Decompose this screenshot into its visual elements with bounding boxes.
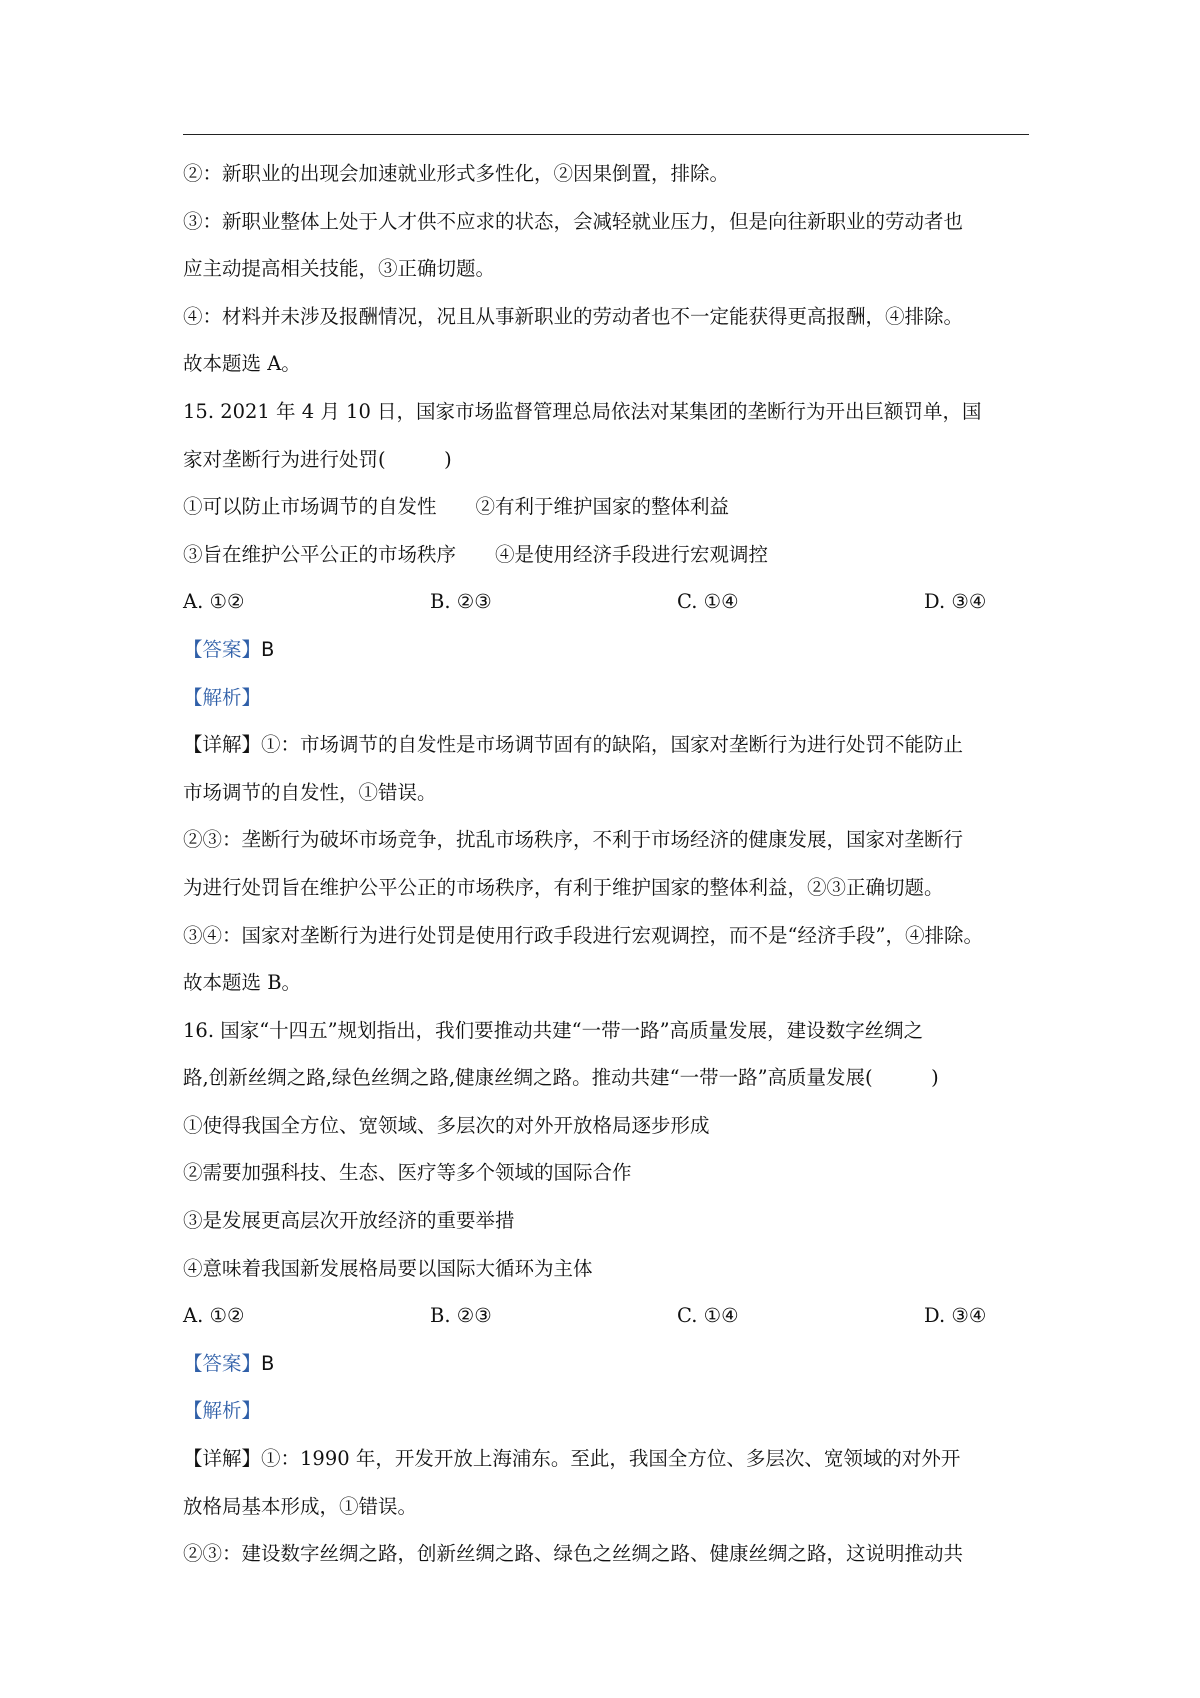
q16-detail-line-3: ②③：建设数字丝绸之路，创新丝绸之路、绿色之丝绸之路、健康丝绸之路，这说明推动共 bbox=[183, 1542, 964, 1566]
q16-detail-line-1 bbox=[183, 1435, 1029, 1483]
q16-option-d: D. ③④ bbox=[924, 1304, 987, 1328]
q16-answer-value: B bbox=[261, 1351, 275, 1375]
q16-stem-line-1: 16. 国家“十四五”规划指出，我们要推动共建“一带一路”高质量发展，建设数字丝绸之 bbox=[183, 1018, 924, 1042]
q15-detail-line-1 bbox=[183, 721, 1029, 769]
q16-detail-text-1: ①：1990 年，开发开放上海浦东。至此，我国全方位、多层次、宽领域的对外开 bbox=[261, 1447, 961, 1471]
q15-answer bbox=[183, 626, 1029, 674]
header-rule bbox=[183, 134, 1029, 135]
q15-statements-2: ③旨在维护公平公正的市场秩序 ④是使用经济手段进行宏观调控 bbox=[183, 542, 769, 566]
q15-detail-line-2: 市场调节的自发性，①错误。 bbox=[183, 780, 437, 804]
q15-conclusion: 故本题选 B。 bbox=[183, 971, 302, 995]
q15-option-d: D. ③④ bbox=[924, 590, 987, 614]
q15-answer-value: B bbox=[261, 637, 275, 661]
q15-detail-line-5: ③④：国家对垄断行为进行处罚是使用行政手段进行宏观调控，而不是“经济手段”，④排除。 bbox=[183, 923, 983, 947]
q15-analysis-label: 【解析】 bbox=[183, 685, 262, 709]
q16-analysis-label: 【解析】 bbox=[183, 1399, 262, 1423]
q16-options bbox=[183, 1292, 1029, 1340]
q15-detail-label: 【详解】 bbox=[183, 733, 262, 757]
q15-option-c: C. ①④ bbox=[677, 590, 739, 614]
q16-statement-4: ④意味着我国新发展格局要以国际大循环为主体 bbox=[183, 1256, 593, 1280]
q16-statement-3: ③是发展更高层次开放经济的重要举措 bbox=[183, 1209, 515, 1233]
prev-line-1: ②：新职业的出现会加速就业形式多性化，②因果倒置，排除。 bbox=[183, 162, 730, 185]
q15-answer-label: 【答案】 bbox=[183, 637, 262, 661]
q15-detail-line-4: 为进行处罚旨在维护公平公正的市场秩序，有利于维护国家的整体利益，②③正确切题。 bbox=[183, 875, 944, 899]
q16-answer-label: 【答案】 bbox=[183, 1351, 262, 1375]
q16-statement-1: ①使得我国全方位、宽领域、多层次的对外开放格局逐步形成 bbox=[183, 1113, 710, 1137]
q16-stem-line-2: 路,创新丝绸之路,绿色丝绸之路,健康丝绸之路。推动共建“一带一路”高质量发展( ) bbox=[183, 1066, 939, 1090]
q16-option-c: C. ①④ bbox=[677, 1304, 739, 1328]
q16-statement-2: ②需要加强科技、生态、医疗等多个领域的国际合作 bbox=[183, 1161, 632, 1185]
prev-line-3: 应主动提高相关技能，③正确切题。 bbox=[183, 257, 496, 281]
q16-detail-line-2: 放格局基本形成，①错误。 bbox=[183, 1494, 418, 1518]
prev-line-4: ④：材料并未涉及报酬情况，况且从事新职业的劳动者也不一定能获得更高报酬，④排除。 bbox=[183, 304, 964, 328]
q16-option-b: B. ②③ bbox=[430, 1304, 492, 1328]
q15-stem-line-2: 家对垄断行为进行处罚( ) bbox=[183, 447, 452, 471]
q15-detail-text-1: ①：市场调节的自发性是市场调节固有的缺陷，国家对垄断行为进行处罚不能防止 bbox=[261, 733, 964, 757]
q15-statements-1: ①可以防止市场调节的自发性 ②有利于维护国家的整体利益 bbox=[183, 495, 730, 519]
q15-option-b: B. ②③ bbox=[430, 590, 492, 614]
q15-option-a: A. ①② bbox=[183, 590, 245, 614]
q16-detail-label: 【详解】 bbox=[183, 1447, 262, 1471]
document-body bbox=[183, 150, 1029, 1578]
prev-conclusion: 故本题选 A。 bbox=[183, 352, 301, 376]
q15-detail-line-3: ②③：垄断行为破坏市场竞争，扰乱市场秩序，不利于市场经济的健康发展，国家对垄断行 bbox=[183, 828, 964, 852]
q16-option-a: A. ①② bbox=[183, 1304, 245, 1328]
q16-answer bbox=[183, 1340, 1029, 1388]
q15-options bbox=[183, 578, 1029, 626]
prev-line-2: ③：新职业整体上处于人才供不应求的状态，会减轻就业压力，但是向往新职业的劳动者也 bbox=[183, 209, 964, 233]
q15-stem-line-1: 15. 2021 年 4 月 10 日，国家市场监督管理总局依法对某集团的垄断行为开出巨额罚单，国 bbox=[183, 399, 982, 423]
